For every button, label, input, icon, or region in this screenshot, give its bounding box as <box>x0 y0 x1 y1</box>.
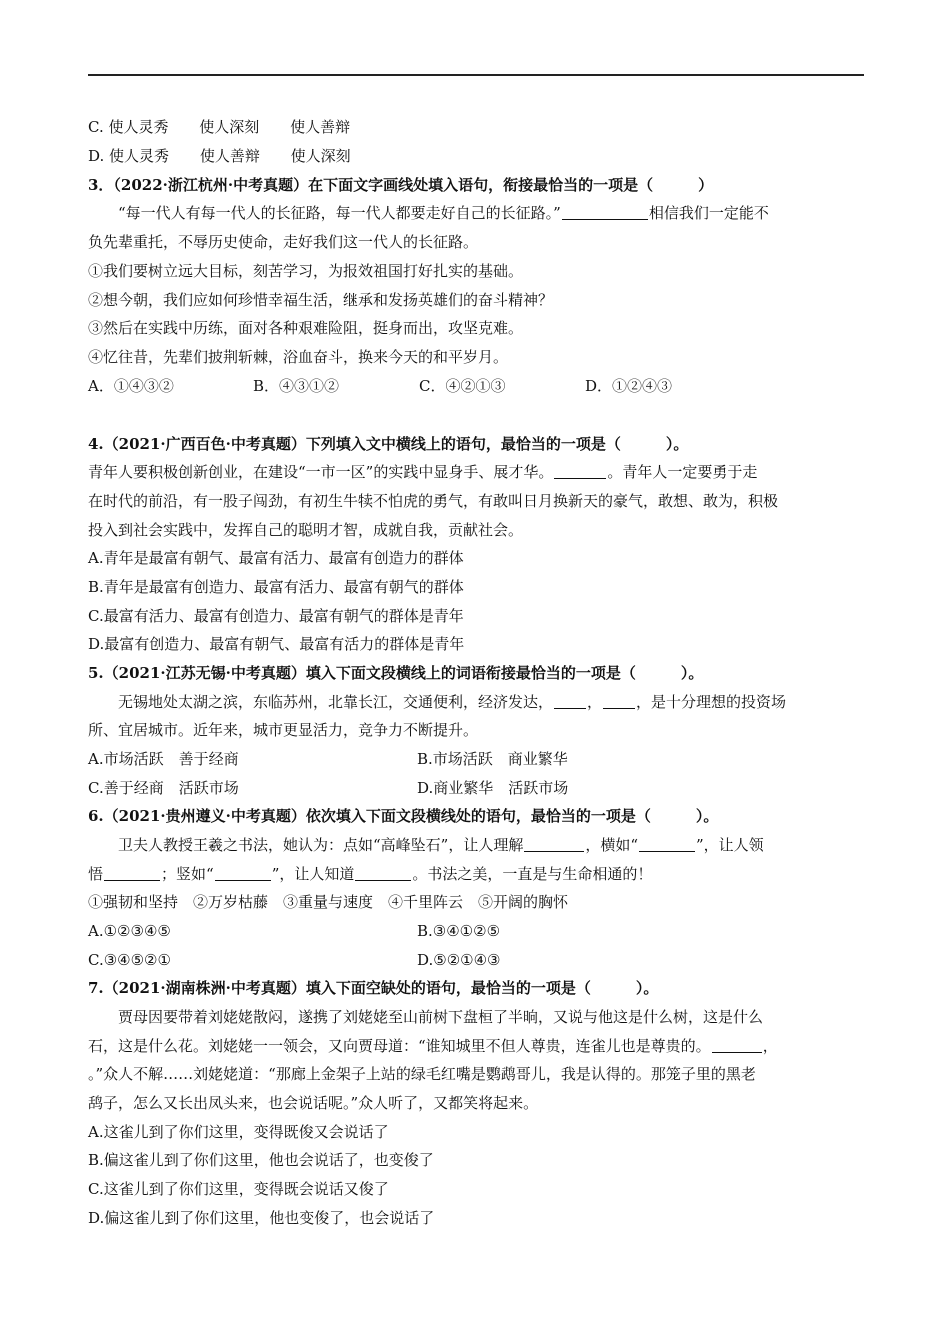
q5-text-line2: 所、宜居城市。近年来，城市更显活力，竞争力不断提升。 <box>88 721 479 739</box>
q4-blank <box>554 464 606 479</box>
q7-stem: 7.（2021·湖南株洲·中考真题）填入下面空缺处的语句，最恰当的一项是（ ）。 <box>88 979 659 997</box>
q3-stem: 3．（2022·浙江杭州·中考真题）在下面文字画线处填入语句，衔接最恰当的一项是（ ） <box>88 176 714 194</box>
q6-options-cd: C.③④⑤②① D.⑤②①④③ <box>88 951 501 969</box>
header-rule <box>88 74 864 76</box>
q4-option-c: C.最富有活力、最富有创造力、最富有朝气的群体是青年 <box>88 607 464 625</box>
q6-items: ①强韧和坚持 ②万岁枯藤 ③重量与速度 ④千里阵云 ⑤开阔的胸怀 <box>88 893 569 911</box>
q4-text-line3: 投入到社会实践中，发挥自己的聪明才智，成就自我，贡献社会。 <box>88 521 524 539</box>
q5-options-cd: C.善于经商 活跃市场 D.商业繁华 活跃市场 <box>88 779 569 797</box>
q2-option-d: D. 使人灵秀 使人善辩 使人深刻 <box>88 147 351 165</box>
q6-blank-3 <box>104 866 160 881</box>
q7-option-b: B.偏这雀儿到了你们这里，他也会说话了，也变俊了 <box>88 1151 434 1169</box>
q4-text-line1: 青年人要积极创新创业，在建设“一市一区”的实践中显身手、展才华。 。青年人一定要勇于走 <box>88 463 758 481</box>
q5-blank-2 <box>603 694 635 709</box>
q6-stem: 6.（2021·贵州遵义·中考真题）依次填入下面文段横线处的语句，最恰当的一项是（ ）。 <box>88 807 719 825</box>
q3-item-2: ②想今朝，我们应如何珍惜幸福生活，继承和发扬英雄们的奋斗精神？ <box>88 291 554 309</box>
q3-item-3: ③然后在实践中历练，面对各种艰难险阻，挺身而出，攻坚克难。 <box>88 319 524 337</box>
q4-option-a: A.青年是最富有朝气、最富有活力、最富有创造力的群体 <box>88 549 464 567</box>
q7-option-a: A.这雀儿到了你们这里，变得既俊又会说话了 <box>88 1123 389 1141</box>
q3-blank <box>562 205 648 220</box>
q3-text-line1: “每一代人有每一代人的长征路，每一代人都要走好自己的长征路。” 相信我们一定能不 <box>118 204 769 222</box>
q5-options-ab: A.市场活跃 善于经商 B.市场活跃 商业繁华 <box>88 750 568 768</box>
q7-text-line1: 贾母因要带着刘姥姥散闷，遂携了刘姥姥至山前树下盘桓了半晌，又说与他这是什么树，这是什么 <box>118 1008 764 1026</box>
q4-option-b: B.青年是最富有创造力、最富有活力、最富有朝气的群体 <box>88 578 464 596</box>
q4-stem: 4.（2021·广西百色·中考真题）下列填入文中横线上的语句，最恰当的一项是（ ）。 <box>88 435 689 453</box>
q4-text-line2: 在时代的前沿，有一股子闯劲，有初生牛犊不怕虎的勇气，有敢叫日月换新天的豪气，敢想、敢为，积极 <box>88 492 779 510</box>
q7-text-line4: 鸹子，怎么又长出凤头来，也会说话呢。”众人听了，又都笑将起来。 <box>88 1094 539 1112</box>
q3-item-4: ④忆往昔，先辈们披荆斩棘，浴血奋斗，换来今天的和平岁月。 <box>88 348 509 366</box>
q7-text-line3: 。”众人不解……刘姥姥道：“那廊上金架子上站的绿毛红嘴是鹦鹉哥儿，我是认得的。那笼子里的黑老 <box>88 1065 756 1083</box>
q5-blank-1 <box>554 694 586 709</box>
q5-stem: 5.（2021·江苏无锡·中考真题）填入下面文段横线上的词语衔接最恰当的一项是（ ）。 <box>88 664 704 682</box>
q4-option-d: D.最富有创造力、最富有朝气、最富有活力的群体是青年 <box>88 635 465 653</box>
q7-option-c: C.这雀儿到了你们这里，变得既会说话又俊了 <box>88 1180 389 1198</box>
q3-item-1: ①我们要树立远大目标，刻苦学习，为报效祖国打好扎实的基础。 <box>88 262 524 280</box>
q7-option-d: D.偏这雀儿到了你们这里，他也变俊了，也会说话了 <box>88 1209 435 1227</box>
q3-options: A．①④③② B．④③①② C．④②①③ D．①②④③ <box>88 377 673 395</box>
q6-text-line2: 悟 ；竖如“ ”，让人知道 。书法之美，一直是与生命相通的！ <box>88 865 653 883</box>
q6-options-ab: A.①②③④⑤ B.③④①②⑤ <box>88 922 501 940</box>
q3-text-line2: 负先辈重托，不辱历史使命，走好我们这一代人的长征路。 <box>88 233 479 251</box>
q5-text-line1: 无锡地处太湖之滨，东临苏州，北靠长江，交通便利，经济发达， ， ，是十分理想的投资场 <box>118 693 787 711</box>
q6-blank-1 <box>524 837 584 852</box>
q6-blank-2 <box>639 837 695 852</box>
q7-text-line2: 石，这是什么花。刘姥姥一一领会，又向贾母道：“谁知城里不但人尊贵，连雀儿也是尊贵的。 ， <box>88 1037 778 1055</box>
q2-option-c: C. 使人灵秀 使人深刻 使人善辩 <box>88 118 351 136</box>
q6-blank-5 <box>355 866 411 881</box>
q6-text-line1: 卫夫人教授王羲之书法，她认为：点如“高峰坠石”，让人理解 ，横如“ ”，让人领 <box>118 836 764 854</box>
q6-blank-4 <box>215 866 271 881</box>
q7-blank <box>712 1038 762 1053</box>
